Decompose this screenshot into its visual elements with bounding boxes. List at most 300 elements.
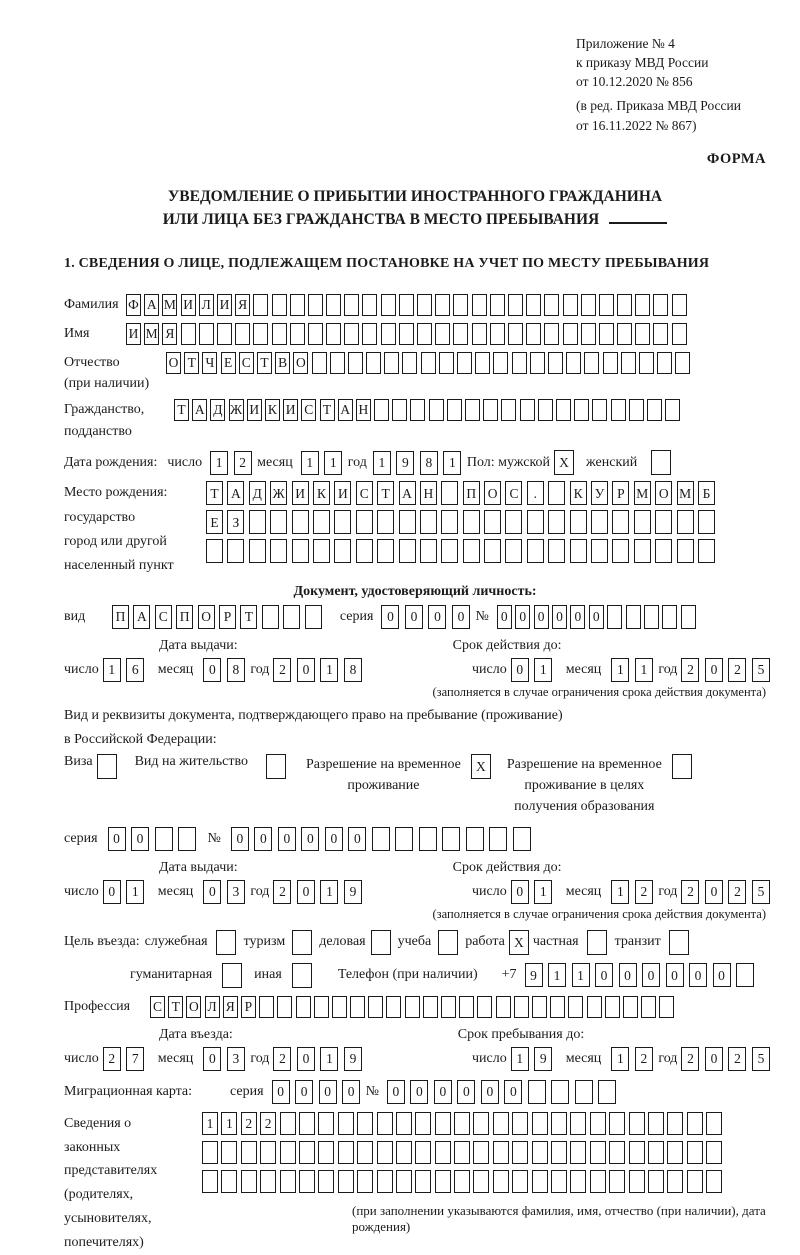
char-box[interactable]: 0 bbox=[619, 963, 637, 987]
char-box[interactable] bbox=[266, 754, 286, 779]
char-box[interactable]: И bbox=[334, 481, 351, 505]
char-box[interactable] bbox=[609, 1170, 625, 1193]
char-box[interactable] bbox=[420, 510, 437, 534]
char-box[interactable] bbox=[563, 294, 578, 316]
char-box[interactable]: 1 bbox=[635, 658, 653, 682]
char-box[interactable]: А bbox=[338, 399, 353, 421]
char-box[interactable] bbox=[598, 1080, 616, 1104]
char-box[interactable]: 0 bbox=[297, 1047, 315, 1071]
char-box[interactable] bbox=[512, 1112, 528, 1135]
char-box[interactable] bbox=[568, 996, 583, 1018]
char-box[interactable] bbox=[647, 399, 662, 421]
char-box[interactable] bbox=[463, 510, 480, 534]
char-box[interactable]: 0 bbox=[325, 827, 343, 851]
char-box[interactable] bbox=[672, 323, 687, 345]
char-box[interactable]: 1 bbox=[320, 658, 338, 682]
char-box[interactable] bbox=[465, 399, 480, 421]
char-box[interactable] bbox=[299, 1170, 315, 1193]
char-box[interactable] bbox=[356, 510, 373, 534]
char-box[interactable] bbox=[655, 510, 672, 534]
char-box[interactable] bbox=[472, 323, 487, 345]
char-box[interactable] bbox=[574, 399, 589, 421]
char-box[interactable] bbox=[548, 539, 565, 563]
char-box[interactable]: 8 bbox=[227, 658, 245, 682]
char-box[interactable] bbox=[548, 481, 565, 505]
char-box[interactable] bbox=[706, 1141, 722, 1164]
char-box[interactable]: 0 bbox=[319, 1080, 337, 1104]
char-box[interactable]: И bbox=[247, 399, 262, 421]
char-box[interactable]: Р bbox=[612, 481, 629, 505]
char-box[interactable]: 2 bbox=[273, 1047, 291, 1071]
char-box[interactable]: Т bbox=[240, 605, 257, 629]
char-box[interactable] bbox=[538, 399, 553, 421]
char-box[interactable] bbox=[357, 1141, 373, 1164]
char-box[interactable]: 0 bbox=[705, 880, 723, 904]
char-box[interactable] bbox=[377, 539, 394, 563]
char-box[interactable]: С bbox=[505, 481, 522, 505]
char-box[interactable] bbox=[526, 294, 541, 316]
char-box[interactable] bbox=[587, 930, 607, 955]
char-box[interactable] bbox=[417, 294, 432, 316]
char-box[interactable] bbox=[260, 1141, 276, 1164]
char-box[interactable] bbox=[441, 996, 456, 1018]
char-box[interactable]: 0 bbox=[552, 605, 567, 629]
char-box[interactable]: 5 bbox=[752, 880, 770, 904]
char-box[interactable]: 0 bbox=[504, 1080, 522, 1104]
char-box[interactable] bbox=[344, 294, 359, 316]
char-box[interactable]: О bbox=[186, 996, 201, 1018]
char-box[interactable] bbox=[222, 963, 242, 988]
char-box[interactable]: М bbox=[144, 323, 159, 345]
char-box[interactable] bbox=[512, 1141, 528, 1164]
char-box[interactable] bbox=[653, 323, 668, 345]
char-box[interactable]: А bbox=[192, 399, 207, 421]
char-box[interactable] bbox=[415, 1141, 431, 1164]
char-box[interactable] bbox=[372, 827, 390, 851]
char-box[interactable]: 6 bbox=[126, 658, 144, 682]
char-box[interactable]: Л bbox=[205, 996, 220, 1018]
char-box[interactable]: 0 bbox=[570, 605, 585, 629]
char-box[interactable]: А bbox=[399, 481, 416, 505]
char-box[interactable] bbox=[338, 1112, 354, 1135]
char-box[interactable] bbox=[648, 1141, 664, 1164]
char-box[interactable] bbox=[675, 352, 690, 374]
char-box[interactable] bbox=[665, 399, 680, 421]
char-box[interactable] bbox=[402, 352, 417, 374]
char-box[interactable]: Ф bbox=[126, 294, 141, 316]
char-box[interactable] bbox=[551, 1141, 567, 1164]
char-box[interactable] bbox=[314, 996, 329, 1018]
char-box[interactable] bbox=[548, 510, 565, 534]
char-box[interactable] bbox=[439, 352, 454, 374]
char-box[interactable] bbox=[544, 323, 559, 345]
char-box[interactable]: 2 bbox=[260, 1112, 276, 1135]
char-box[interactable]: 2 bbox=[241, 1112, 257, 1135]
char-box[interactable]: 0 bbox=[497, 605, 512, 629]
char-box[interactable] bbox=[599, 294, 614, 316]
char-box[interactable] bbox=[392, 399, 407, 421]
char-box[interactable]: О bbox=[166, 352, 181, 374]
char-box[interactable]: 0 bbox=[295, 1080, 313, 1104]
char-box[interactable] bbox=[473, 1170, 489, 1193]
char-box[interactable] bbox=[292, 930, 312, 955]
female-checkbox[interactable] bbox=[651, 450, 671, 475]
char-box[interactable] bbox=[648, 1170, 664, 1193]
char-box[interactable]: Т bbox=[174, 399, 189, 421]
char-box[interactable]: О bbox=[655, 481, 672, 505]
char-box[interactable]: У bbox=[591, 481, 608, 505]
char-box[interactable] bbox=[421, 352, 436, 374]
char-box[interactable] bbox=[590, 1141, 606, 1164]
char-box[interactable]: Л bbox=[199, 294, 214, 316]
char-box[interactable] bbox=[181, 323, 196, 345]
char-box[interactable] bbox=[605, 996, 620, 1018]
char-box[interactable] bbox=[508, 294, 523, 316]
char-box[interactable]: Т bbox=[206, 481, 223, 505]
char-box[interactable]: В bbox=[275, 352, 290, 374]
char-box[interactable] bbox=[334, 510, 351, 534]
char-box[interactable]: П bbox=[112, 605, 129, 629]
char-box[interactable] bbox=[591, 510, 608, 534]
char-box[interactable] bbox=[399, 294, 414, 316]
char-box[interactable] bbox=[381, 323, 396, 345]
char-box[interactable]: 0 bbox=[405, 605, 423, 629]
char-box[interactable] bbox=[581, 323, 596, 345]
char-box[interactable] bbox=[653, 294, 668, 316]
char-box[interactable]: С bbox=[239, 352, 254, 374]
char-box[interactable]: 0 bbox=[387, 1080, 405, 1104]
char-box[interactable] bbox=[280, 1141, 296, 1164]
char-box[interactable] bbox=[97, 754, 117, 779]
char-box[interactable] bbox=[490, 323, 505, 345]
char-box[interactable] bbox=[292, 539, 309, 563]
char-box[interactable] bbox=[677, 510, 694, 534]
char-box[interactable]: 1 bbox=[443, 451, 461, 475]
char-box[interactable] bbox=[599, 323, 614, 345]
char-box[interactable]: 9 bbox=[344, 880, 362, 904]
char-box[interactable] bbox=[270, 510, 287, 534]
char-box[interactable]: С bbox=[155, 605, 172, 629]
char-box[interactable] bbox=[687, 1112, 703, 1135]
char-box[interactable] bbox=[667, 1112, 683, 1135]
char-box[interactable] bbox=[453, 294, 468, 316]
char-box[interactable] bbox=[581, 294, 596, 316]
char-box[interactable] bbox=[292, 963, 312, 988]
char-box[interactable] bbox=[283, 605, 300, 629]
char-box[interactable]: И bbox=[292, 481, 309, 505]
char-box[interactable]: 1 bbox=[611, 880, 629, 904]
char-box[interactable] bbox=[591, 539, 608, 563]
char-box[interactable]: 1 bbox=[572, 963, 590, 987]
char-box[interactable]: 1 bbox=[221, 1112, 237, 1135]
char-box[interactable]: 0 bbox=[297, 880, 315, 904]
char-box[interactable]: 0 bbox=[254, 827, 272, 851]
char-box[interactable] bbox=[299, 1112, 315, 1135]
char-box[interactable] bbox=[530, 352, 545, 374]
char-box[interactable]: 1 bbox=[126, 880, 144, 904]
char-box[interactable] bbox=[441, 539, 458, 563]
char-box[interactable] bbox=[532, 1170, 548, 1193]
char-box[interactable]: 0 bbox=[689, 963, 707, 987]
char-box[interactable] bbox=[651, 450, 671, 475]
char-box[interactable] bbox=[512, 352, 527, 374]
char-box[interactable]: 5 bbox=[752, 1047, 770, 1071]
char-box[interactable] bbox=[296, 996, 311, 1018]
char-box[interactable] bbox=[202, 1141, 218, 1164]
char-box[interactable]: 3 bbox=[227, 880, 245, 904]
char-box[interactable] bbox=[272, 323, 287, 345]
char-box[interactable] bbox=[377, 510, 394, 534]
char-box[interactable] bbox=[371, 930, 391, 955]
char-box[interactable] bbox=[410, 399, 425, 421]
char-box[interactable] bbox=[520, 399, 535, 421]
char-box[interactable] bbox=[435, 323, 450, 345]
char-box[interactable]: М bbox=[677, 481, 694, 505]
char-box[interactable]: П bbox=[463, 481, 480, 505]
char-box[interactable] bbox=[253, 323, 268, 345]
char-box[interactable] bbox=[308, 294, 323, 316]
char-box[interactable] bbox=[603, 352, 618, 374]
char-box[interactable] bbox=[483, 399, 498, 421]
char-box[interactable] bbox=[629, 1170, 645, 1193]
char-box[interactable]: С bbox=[301, 399, 316, 421]
char-box[interactable] bbox=[607, 605, 622, 629]
char-box[interactable] bbox=[590, 1112, 606, 1135]
char-box[interactable] bbox=[617, 294, 632, 316]
char-box[interactable] bbox=[454, 1141, 470, 1164]
char-box[interactable]: 9 bbox=[344, 1047, 362, 1071]
char-box[interactable] bbox=[527, 510, 544, 534]
char-box[interactable] bbox=[672, 754, 692, 779]
char-box[interactable] bbox=[395, 827, 413, 851]
char-box[interactable] bbox=[493, 352, 508, 374]
char-box[interactable] bbox=[590, 1170, 606, 1193]
char-box[interactable] bbox=[299, 1141, 315, 1164]
char-box[interactable] bbox=[399, 539, 416, 563]
char-box[interactable] bbox=[441, 481, 458, 505]
char-box[interactable]: Б bbox=[698, 481, 715, 505]
char-box[interactable] bbox=[548, 352, 563, 374]
char-box[interactable] bbox=[338, 1170, 354, 1193]
char-box[interactable]: 0 bbox=[410, 1080, 428, 1104]
char-box[interactable] bbox=[386, 996, 401, 1018]
char-box[interactable] bbox=[405, 996, 420, 1018]
char-box[interactable] bbox=[326, 294, 341, 316]
char-box[interactable] bbox=[423, 996, 438, 1018]
char-box[interactable]: 2 bbox=[273, 658, 291, 682]
char-box[interactable]: Я bbox=[235, 294, 250, 316]
char-box[interactable] bbox=[356, 539, 373, 563]
char-box[interactable] bbox=[551, 1080, 569, 1104]
char-box[interactable] bbox=[490, 294, 505, 316]
char-box[interactable] bbox=[475, 352, 490, 374]
char-box[interactable]: 0 bbox=[642, 963, 660, 987]
char-box[interactable] bbox=[570, 539, 587, 563]
char-box[interactable]: 9 bbox=[534, 1047, 552, 1071]
char-box[interactable] bbox=[272, 294, 287, 316]
char-box[interactable]: 1 bbox=[373, 451, 391, 475]
char-box[interactable]: 2 bbox=[273, 880, 291, 904]
char-box[interactable] bbox=[330, 352, 345, 374]
char-box[interactable] bbox=[377, 1112, 393, 1135]
char-box[interactable]: 0 bbox=[705, 658, 723, 682]
char-box[interactable] bbox=[563, 323, 578, 345]
char-box[interactable] bbox=[532, 996, 547, 1018]
char-box[interactable] bbox=[698, 510, 715, 534]
char-box[interactable] bbox=[312, 352, 327, 374]
char-box[interactable]: 2 bbox=[635, 880, 653, 904]
char-box[interactable] bbox=[466, 827, 484, 851]
char-box[interactable] bbox=[513, 827, 531, 851]
char-box[interactable]: 2 bbox=[681, 1047, 699, 1071]
char-box[interactable]: Я bbox=[162, 323, 177, 345]
char-box[interactable]: 0 bbox=[481, 1080, 499, 1104]
char-box[interactable]: 2 bbox=[728, 658, 746, 682]
char-box[interactable] bbox=[326, 323, 341, 345]
char-box[interactable] bbox=[532, 1141, 548, 1164]
char-box[interactable] bbox=[350, 996, 365, 1018]
char-box[interactable] bbox=[566, 352, 581, 374]
char-box[interactable] bbox=[442, 827, 460, 851]
char-box[interactable] bbox=[635, 323, 650, 345]
char-box[interactable] bbox=[357, 1112, 373, 1135]
char-box[interactable]: 0 bbox=[428, 605, 446, 629]
char-box[interactable] bbox=[419, 827, 437, 851]
char-box[interactable]: С bbox=[356, 481, 373, 505]
char-box[interactable] bbox=[621, 352, 636, 374]
char-box[interactable] bbox=[551, 1112, 567, 1135]
char-box[interactable] bbox=[575, 1080, 593, 1104]
char-box[interactable]: С bbox=[150, 996, 165, 1018]
char-box[interactable]: О bbox=[293, 352, 308, 374]
char-box[interactable] bbox=[473, 1141, 489, 1164]
char-box[interactable] bbox=[202, 1170, 218, 1193]
char-box[interactable] bbox=[655, 539, 672, 563]
char-box[interactable]: 2 bbox=[635, 1047, 653, 1071]
char-box[interactable]: Т bbox=[168, 996, 183, 1018]
char-box[interactable] bbox=[667, 1141, 683, 1164]
char-box[interactable]: 0 bbox=[511, 658, 529, 682]
char-box[interactable] bbox=[532, 1112, 548, 1135]
char-box[interactable] bbox=[262, 605, 279, 629]
char-box[interactable]: 0 bbox=[103, 880, 121, 904]
char-box[interactable] bbox=[687, 1170, 703, 1193]
char-box[interactable] bbox=[435, 1112, 451, 1135]
char-box[interactable] bbox=[514, 996, 529, 1018]
char-box[interactable]: 0 bbox=[342, 1080, 360, 1104]
char-box[interactable]: К bbox=[313, 481, 330, 505]
char-box[interactable]: 2 bbox=[681, 880, 699, 904]
char-box[interactable] bbox=[454, 1112, 470, 1135]
char-box[interactable]: И bbox=[126, 323, 141, 345]
char-box[interactable]: Н bbox=[356, 399, 371, 421]
char-box[interactable]: X bbox=[554, 450, 574, 475]
char-box[interactable] bbox=[687, 1141, 703, 1164]
char-box[interactable] bbox=[570, 510, 587, 534]
char-box[interactable]: 1 bbox=[210, 451, 228, 475]
char-box[interactable] bbox=[496, 996, 511, 1018]
char-box[interactable] bbox=[249, 510, 266, 534]
char-box[interactable]: Д bbox=[210, 399, 225, 421]
char-box[interactable]: О bbox=[484, 481, 501, 505]
char-box[interactable] bbox=[438, 930, 458, 955]
char-box[interactable]: 2 bbox=[103, 1047, 121, 1071]
char-box[interactable] bbox=[454, 1170, 470, 1193]
char-box[interactable] bbox=[584, 352, 599, 374]
char-box[interactable] bbox=[644, 605, 659, 629]
char-box[interactable] bbox=[459, 996, 474, 1018]
char-box[interactable] bbox=[415, 1170, 431, 1193]
char-box[interactable]: Е bbox=[221, 352, 236, 374]
char-box[interactable]: 2 bbox=[681, 658, 699, 682]
char-box[interactable] bbox=[667, 1170, 683, 1193]
char-box[interactable] bbox=[396, 1112, 412, 1135]
char-box[interactable] bbox=[501, 399, 516, 421]
char-box[interactable] bbox=[318, 1141, 334, 1164]
char-box[interactable] bbox=[551, 1170, 567, 1193]
char-box[interactable]: 0 bbox=[452, 605, 470, 629]
char-box[interactable]: 0 bbox=[713, 963, 731, 987]
char-box[interactable] bbox=[441, 510, 458, 534]
char-box[interactable] bbox=[417, 323, 432, 345]
char-box[interactable] bbox=[435, 1170, 451, 1193]
char-box[interactable] bbox=[609, 1141, 625, 1164]
char-box[interactable]: 1 bbox=[548, 963, 566, 987]
char-box[interactable] bbox=[706, 1170, 722, 1193]
char-box[interactable] bbox=[377, 1170, 393, 1193]
char-box[interactable] bbox=[453, 323, 468, 345]
char-box[interactable]: 1 bbox=[324, 451, 342, 475]
char-box[interactable] bbox=[706, 1112, 722, 1135]
char-box[interactable] bbox=[612, 539, 629, 563]
temp-residence-edu-checkbox[interactable] bbox=[672, 754, 692, 779]
char-box[interactable]: 0 bbox=[203, 880, 221, 904]
char-box[interactable] bbox=[384, 352, 399, 374]
char-box[interactable] bbox=[290, 294, 305, 316]
char-box[interactable] bbox=[235, 323, 250, 345]
char-box[interactable]: Т bbox=[184, 352, 199, 374]
char-box[interactable] bbox=[396, 1141, 412, 1164]
char-box[interactable] bbox=[277, 996, 292, 1018]
char-box[interactable] bbox=[609, 1112, 625, 1135]
char-box[interactable]: Р bbox=[219, 605, 236, 629]
char-box[interactable] bbox=[634, 539, 651, 563]
char-box[interactable]: Т bbox=[257, 352, 272, 374]
char-box[interactable]: 0 bbox=[511, 880, 529, 904]
purpose-work-checkbox[interactable] bbox=[509, 930, 529, 955]
char-box[interactable] bbox=[362, 323, 377, 345]
char-box[interactable]: 3 bbox=[227, 1047, 245, 1071]
char-box[interactable]: 0 bbox=[434, 1080, 452, 1104]
char-box[interactable] bbox=[681, 605, 696, 629]
char-box[interactable] bbox=[348, 352, 363, 374]
char-box[interactable]: 1 bbox=[320, 1047, 338, 1071]
char-box[interactable] bbox=[489, 827, 507, 851]
char-box[interactable]: 1 bbox=[320, 880, 338, 904]
char-box[interactable] bbox=[313, 539, 330, 563]
char-box[interactable]: 7 bbox=[126, 1047, 144, 1071]
char-box[interactable] bbox=[217, 323, 232, 345]
char-box[interactable] bbox=[178, 827, 196, 851]
char-box[interactable] bbox=[318, 1170, 334, 1193]
char-box[interactable]: О bbox=[198, 605, 215, 629]
purpose-tourism-checkbox[interactable] bbox=[292, 930, 312, 955]
char-box[interactable] bbox=[332, 996, 347, 1018]
char-box[interactable]: Н bbox=[420, 481, 437, 505]
residence-permit-checkbox[interactable] bbox=[266, 754, 286, 779]
purpose-transit-checkbox[interactable] bbox=[669, 930, 689, 955]
char-box[interactable] bbox=[280, 1170, 296, 1193]
